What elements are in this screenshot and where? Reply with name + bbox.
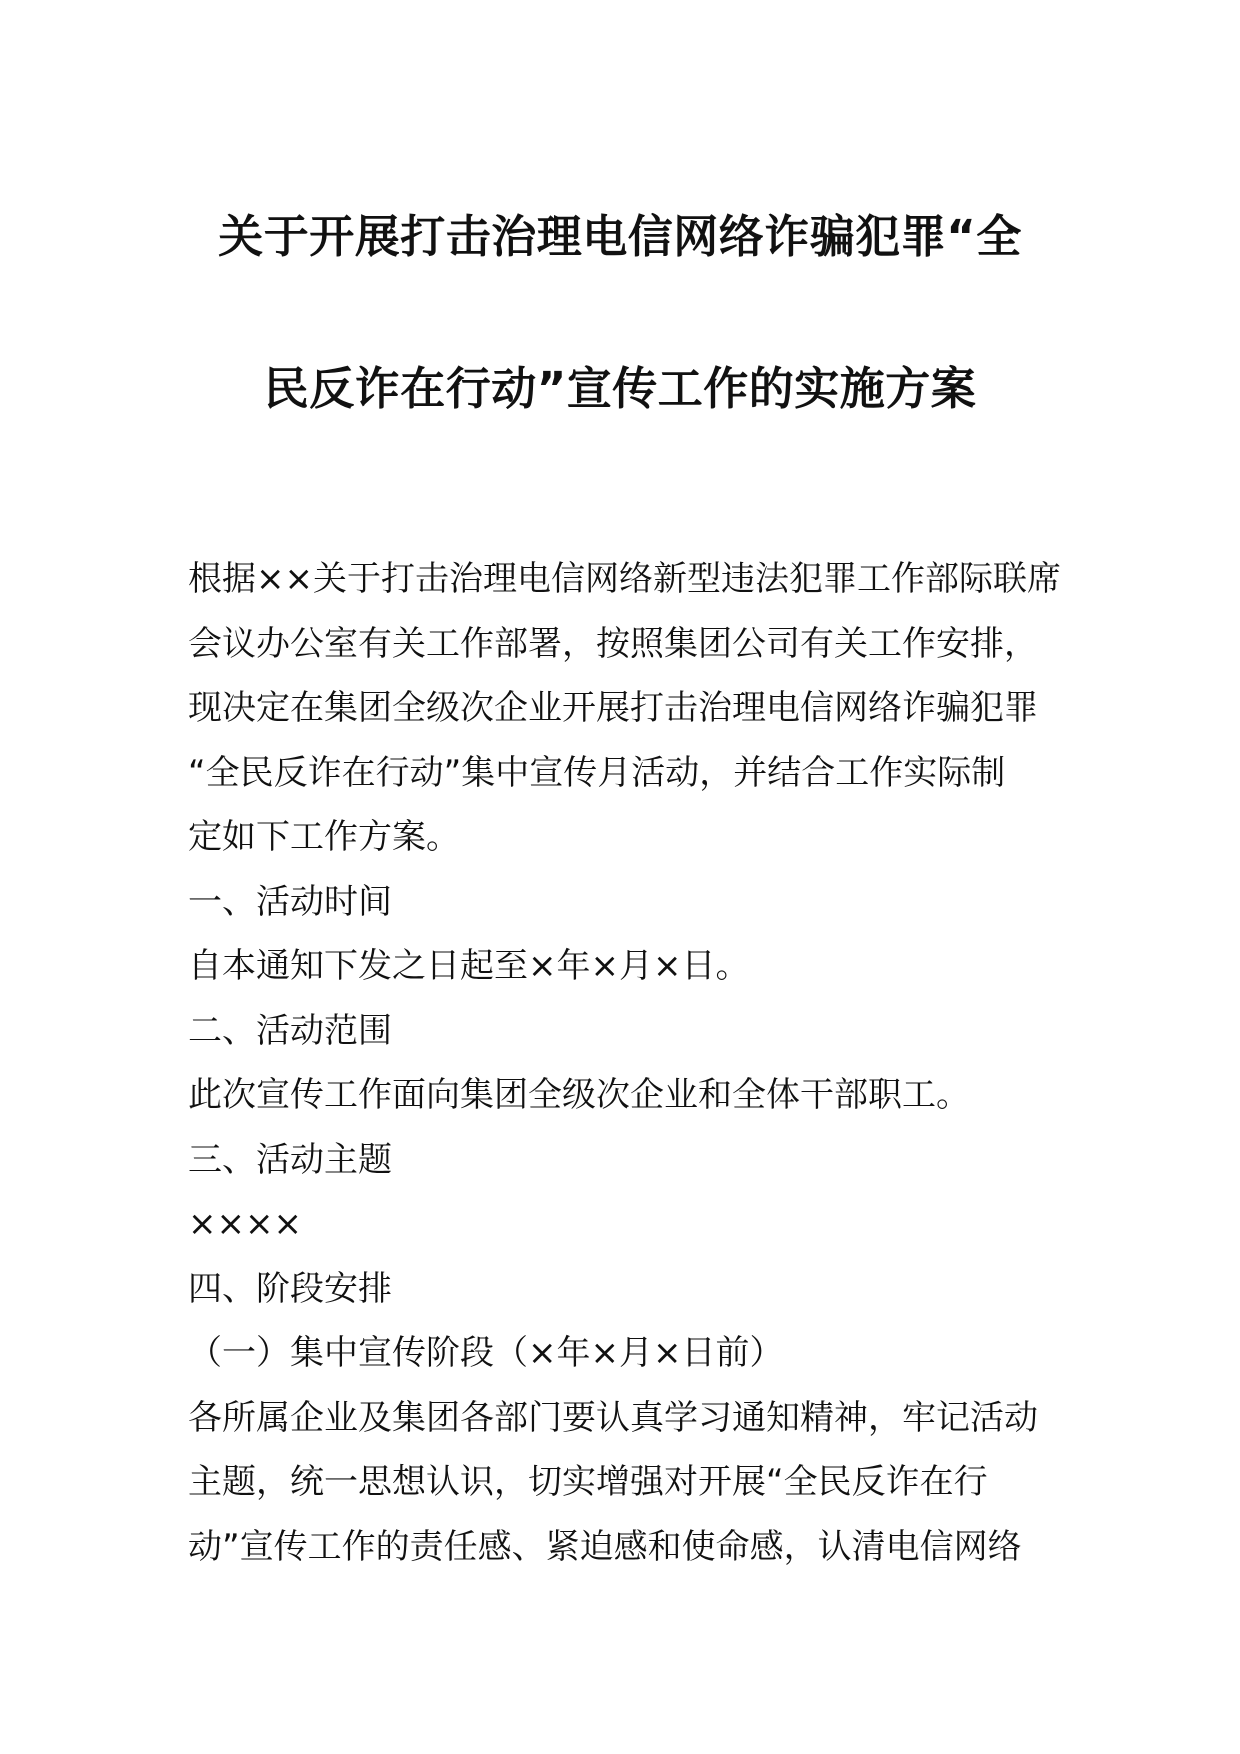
section-heading-activity-scope: 二、活动范围 xyxy=(188,1010,392,1051)
paragraph-line: 根据××关于打击治理电信网络新型违法犯罪工作部际联席 xyxy=(188,559,1061,599)
subsection-heading-stage-1: （一）集中宣传阶段（×年×月×日前） xyxy=(188,1333,784,1373)
document-body xyxy=(188,547,1061,1579)
paragraph-line: 现决定在集团全级次企业开展打击治理电信网络诈骗犯罪 xyxy=(188,688,1038,728)
section-heading-activity-theme: 三、活动主题 xyxy=(188,1139,392,1180)
paragraph-line: 自本通知下发之日起至×年×月×日。 xyxy=(188,946,750,986)
paragraph-line: 定如下工作方案。 xyxy=(188,817,460,857)
document-title-line-1: 关于开展打击治理电信网络诈骗犯罪“全 xyxy=(218,210,1022,263)
document-title-line-2: 民反诈在行动”宣传工作的实施方案 xyxy=(263,362,977,415)
paragraph-line: 各所属企业及集团各部门要认真学习通知精神，牢记活动 xyxy=(188,1397,1038,1438)
paragraph-line: 动”宣传工作的责任感、紧迫感和使命感，认清电信网络 xyxy=(188,1526,1022,1567)
paragraph-line: 会议办公室有关工作部署，按照集团公司有关工作安排， xyxy=(188,623,1038,664)
paragraph-line: “全民反诈在行动”集中宣传月活动，并结合工作实际制 xyxy=(188,752,1006,793)
paragraph-line: ×××× xyxy=(188,1204,302,1244)
paragraph-line: 此次宣传工作面向集团全级次企业和全体干部职工。 xyxy=(188,1075,970,1115)
section-heading-activity-time: 一、活动时间 xyxy=(188,881,392,922)
section-heading-stage-arrangement: 四、阶段安排 xyxy=(188,1268,392,1309)
paragraph-line: 主题，统一思想认识，切实增强对开展“全民反诈在行 xyxy=(188,1462,988,1502)
